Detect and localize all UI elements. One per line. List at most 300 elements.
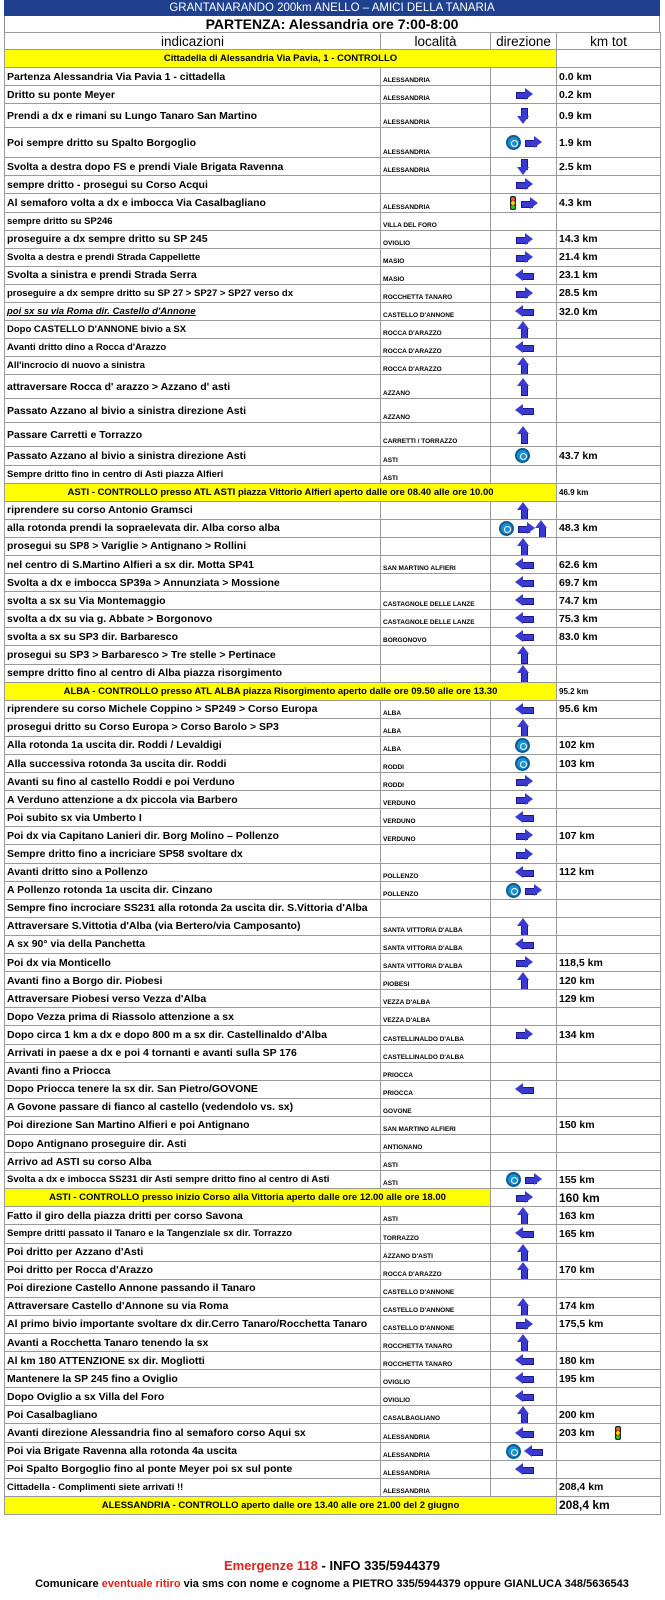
instruction-text: Svolta a sinistra e prendi Strada Serra — [5, 266, 381, 284]
arrow-up-icon — [517, 378, 530, 395]
km-total — [557, 1134, 661, 1152]
direction-cell — [491, 1098, 557, 1116]
instruction-text: Passato Azzano al bivio a sinistra direzione Asti — [5, 399, 381, 423]
direction-cell — [491, 1008, 557, 1026]
direction-cell — [491, 1134, 557, 1152]
arrow-left-icon — [515, 703, 533, 716]
instruction-text: Dopo CASTELLO D'ANNONE bivio a SX — [5, 321, 381, 339]
km-total — [557, 1008, 661, 1026]
direction-cell — [491, 1460, 557, 1478]
control-text: ASTI - CONTROLLO presso inizio Corso alla Vittoria aperto dalle ore 12.00 alle ore 18.00 — [5, 1189, 491, 1207]
location-text: CASALBAGLIANO — [381, 1406, 491, 1424]
direction-cell — [491, 1315, 557, 1333]
location-text: POLLENZO — [381, 863, 491, 881]
roundabout-icon — [506, 883, 521, 898]
instruction-text: A Govone passare di fianco al castello (vedendolo vs. sx) — [5, 1098, 381, 1116]
location-text — [381, 176, 491, 194]
km-total — [557, 899, 661, 917]
route-step-row — [5, 1207, 661, 1225]
arrow-left-icon — [515, 1372, 533, 1385]
location-text: ALESSANDRIA — [381, 1424, 491, 1442]
route-step-row — [5, 773, 661, 791]
instruction-text: nel centro di S.Martino Alfieri a sx dir. Motta SP41 — [5, 555, 381, 573]
instruction-text: Arrivo ad ASTI su corso Alba — [5, 1153, 381, 1171]
instruction-text: Svolta a dx e imbocca SS231 dir Asti sempre dritto fino al centro di Asti — [5, 1171, 381, 1189]
instruction-text: Sempre dritto fino in centro di Asti piazza Alfieri — [5, 465, 381, 483]
location-text: ROCCHETTA TANARO — [381, 1334, 491, 1352]
route-step-row — [5, 755, 661, 773]
direction-cell — [491, 718, 557, 736]
direction-cell — [491, 128, 557, 158]
km-total: 150 km — [557, 1116, 661, 1134]
km-total: 0.9 km — [557, 104, 661, 128]
location-text: BORGONOVO — [381, 628, 491, 646]
arrow-left-icon — [515, 1083, 533, 1096]
arrow-left-icon — [515, 404, 533, 417]
arrow-up-icon — [535, 520, 548, 537]
arrow-up-icon — [517, 426, 530, 443]
instruction-text: Dritto su ponte Meyer — [5, 86, 381, 104]
arrow-left-icon — [515, 938, 533, 951]
location-text — [381, 845, 491, 863]
km-total — [557, 375, 661, 399]
column-header-location: località — [381, 33, 491, 50]
instruction-text: Avanti su fino al castello Roddi e poi Verduno — [5, 773, 381, 791]
km-total — [557, 399, 661, 423]
km-total: 160 km — [557, 1189, 661, 1207]
arrow-left-icon — [515, 866, 533, 879]
roadbook-sheet — [4, 0, 660, 1600]
location-text: ALESSANDRIA — [381, 104, 491, 128]
direction-cell — [491, 423, 557, 447]
route-step-row — [5, 592, 661, 610]
instruction-text: Al km 180 ATTENZIONE sx dir. Mogliotti — [5, 1352, 381, 1370]
instruction-text: poi sx su via Roma dir. Castello d'Annone — [5, 303, 381, 321]
route-step-row — [5, 266, 661, 284]
location-text: PRIOCCA — [381, 1062, 491, 1080]
location-text: MASIO — [381, 266, 491, 284]
arrow-right-icon — [515, 287, 533, 300]
instruction-text: Poi sempre dritto su Spalto Borgoglio — [5, 128, 381, 158]
km-total — [557, 1388, 661, 1406]
arrow-left-icon — [524, 1445, 542, 1458]
route-step-row — [5, 1026, 661, 1044]
control-row — [5, 50, 661, 68]
route-step-row — [5, 1225, 661, 1243]
direction-cell — [491, 755, 557, 773]
location-text — [381, 664, 491, 682]
km-total — [557, 1442, 661, 1460]
km-total: 32.0 km — [557, 303, 661, 321]
instruction-text: sempre dritto fino al centro di Alba piazza risorgimento — [5, 664, 381, 682]
instruction-text: Poi direzione San Martino Alfieri e poi Antignano — [5, 1116, 381, 1134]
km-total: 62.6 km — [557, 555, 661, 573]
location-text: ALESSANDRIA — [381, 1442, 491, 1460]
direction-cell — [491, 284, 557, 302]
location-text: PIOBESI — [381, 972, 491, 990]
km-total — [557, 339, 661, 357]
arrow-left-icon — [515, 1354, 533, 1367]
route-step-row — [5, 990, 661, 1008]
instruction-text: Avanti a Rocchetta Tanaro tenendo la sx — [5, 1334, 381, 1352]
arrow-right-icon — [515, 233, 533, 246]
direction-cell — [491, 1044, 557, 1062]
instruction-text: Avanti direzione Alessandria fino al semaforo corso Aqui sx — [5, 1424, 381, 1442]
km-total — [557, 917, 661, 935]
km-total: 1.9 km — [557, 128, 661, 158]
route-step-row — [5, 845, 661, 863]
km-total — [557, 501, 661, 519]
km-total: 180 km — [557, 1352, 661, 1370]
control-text: ASTI - CONTROLLO presso ATL ASTI piazza Vittorio Alfieri aperto dalle ore 08.40 alle ore 10.00 — [5, 483, 557, 501]
direction-cell — [491, 1207, 557, 1225]
km-total — [557, 1460, 661, 1478]
route-step-row — [5, 1279, 661, 1297]
location-text: SANTA VITTORIA D'ALBA — [381, 917, 491, 935]
route-step-row — [5, 248, 661, 266]
departure-info: PARTENZA: Alessandria ore 7:00-8:00 — [4, 16, 660, 32]
route-step-row — [5, 1243, 661, 1261]
location-text: ROCCA D'ARAZZO — [381, 1261, 491, 1279]
km-total: 103 km — [557, 755, 661, 773]
direction-cell — [491, 773, 557, 791]
location-text: CASTELLO D'ANNONE — [381, 1297, 491, 1315]
arrow-down-icon — [517, 107, 530, 124]
arrow-right-icon — [524, 1173, 542, 1186]
arrow-up-icon — [517, 1334, 530, 1351]
instruction-text: svolta a sx su SP3 dir. Barbaresco — [5, 628, 381, 646]
retire-pre: Comunicare — [35, 1578, 102, 1590]
direction-cell — [491, 465, 557, 483]
km-total — [557, 465, 661, 483]
location-text: SANTA VITTORIA D'ALBA — [381, 935, 491, 953]
roundabout-icon — [499, 521, 514, 536]
route-step-row — [5, 447, 661, 465]
arrow-up-icon — [517, 538, 530, 555]
traffic-light-icon — [510, 196, 516, 210]
location-text: OVIGLIO — [381, 1370, 491, 1388]
instruction-text: riprendere su corso Antonio Gramsci — [5, 501, 381, 519]
direction-cell — [491, 1261, 557, 1279]
location-text: ALESSANDRIA — [381, 1460, 491, 1478]
direction-cell — [491, 230, 557, 248]
direction-cell — [491, 447, 557, 465]
instruction-text: Al primo bivio importante svoltare dx dir.Cerro Tanaro/Rocchetta Tanaro — [5, 1315, 381, 1333]
location-text — [381, 501, 491, 519]
route-step-row — [5, 537, 661, 555]
control-row — [5, 682, 661, 700]
route-step-row — [5, 1080, 661, 1098]
route-step-row — [5, 128, 661, 158]
km-total — [557, 212, 661, 230]
route-step-row — [5, 86, 661, 104]
location-text: GOVONE — [381, 1098, 491, 1116]
direction-cell — [491, 519, 557, 537]
direction-cell — [491, 881, 557, 899]
route-step-row — [5, 700, 661, 718]
instruction-text: Attraversare S.Vittotia d'Alba (via Bertero/via Camposanto) — [5, 917, 381, 935]
route-step-row — [5, 303, 661, 321]
arrow-left-icon — [515, 269, 533, 282]
route-step-row — [5, 339, 661, 357]
column-header-km: km tot — [557, 33, 661, 50]
direction-cell — [491, 1116, 557, 1134]
direction-cell — [491, 1424, 557, 1442]
location-text: ALESSANDRIA — [381, 86, 491, 104]
roundabout-icon — [515, 756, 530, 771]
route-step-row — [5, 791, 661, 809]
location-text: MASIO — [381, 248, 491, 266]
km-total — [557, 176, 661, 194]
route-step-row — [5, 423, 661, 447]
direction-cell — [491, 736, 557, 754]
route-step-row — [5, 321, 661, 339]
instruction-text: prosegui su SP3 > Barbaresco > Tre stelle > Pertinace — [5, 646, 381, 664]
location-text: ROCCA D'ARAZZO — [381, 339, 491, 357]
instruction-text: Partenza Alessandria Via Pavia 1 - cittadella — [5, 68, 381, 86]
location-text: CARRETTI / TORRAZZO — [381, 423, 491, 447]
instruction-text: Cittadella - Complimenti siete arrivati !! — [5, 1478, 381, 1496]
route-step-row — [5, 917, 661, 935]
location-text — [381, 537, 491, 555]
km-total: 107 km — [557, 827, 661, 845]
instruction-text: Alla rotonda 1a uscita dir. Roddi / Levaldigi — [5, 736, 381, 754]
control-text: ALESSANDRIA - CONTROLLO aperto dalle ore 13.40 alle ore 21.00 del 2 giugno — [5, 1496, 557, 1514]
km-total: 175,5 km — [557, 1315, 661, 1333]
direction-cell — [491, 1352, 557, 1370]
column-header-direction: direzione — [491, 33, 557, 50]
km-total: 2.5 km — [557, 158, 661, 176]
arrow-left-icon — [515, 558, 533, 571]
arrow-right-icon — [515, 1191, 533, 1204]
km-total: 4.3 km — [557, 194, 661, 212]
arrow-right-icon — [515, 178, 533, 191]
location-text: ROCCA D'ARAZZO — [381, 357, 491, 375]
arrow-left-icon — [515, 1427, 533, 1440]
arrow-up-icon — [517, 502, 530, 519]
direction-cell — [491, 357, 557, 375]
arrow-right-icon — [515, 829, 533, 842]
emergency-line — [4, 1558, 660, 1573]
traffic-light-icon — [615, 1426, 621, 1440]
km-total — [557, 537, 661, 555]
instruction-text: sempre dritto su SP246 — [5, 212, 381, 230]
arrow-up-icon — [517, 1207, 530, 1224]
direction-cell — [491, 104, 557, 128]
km-total — [557, 1243, 661, 1261]
instruction-text: Svolta a destra dopo FS e prendi Viale Brigata Ravenna — [5, 158, 381, 176]
direction-cell — [491, 555, 557, 573]
location-text: VEZZA D'ALBA — [381, 990, 491, 1008]
arrow-right-icon — [520, 197, 538, 210]
km-total: 75.3 km — [557, 610, 661, 628]
location-text: OVIGLIO — [381, 230, 491, 248]
route-step-row — [5, 1315, 661, 1333]
location-text: TORRAZZO — [381, 1225, 491, 1243]
instruction-text: Fatto il giro della piazza dritti per corso Savona — [5, 1207, 381, 1225]
route-step-row — [5, 1297, 661, 1315]
km-total: 195 km — [557, 1370, 661, 1388]
direction-cell — [491, 1189, 557, 1207]
km-total: 46.9 km — [557, 483, 661, 501]
arrow-left-icon — [515, 341, 533, 354]
instruction-text: svolta a sx su Via Montemaggio — [5, 592, 381, 610]
instruction-text: Svolta a dx e imbocca SP39a > Annunziata > Mossione — [5, 574, 381, 592]
location-text: ROCCA D'ARAZZO — [381, 321, 491, 339]
route-step-row — [5, 863, 661, 881]
km-total: 163 km — [557, 1207, 661, 1225]
instruction-text: Avanti fino a Priocca — [5, 1062, 381, 1080]
direction-cell — [491, 1370, 557, 1388]
route-step-row — [5, 519, 661, 537]
instruction-text: Arrivati in paese a dx e poi 4 tornanti e avanti sulla SP 176 — [5, 1044, 381, 1062]
location-text: ASTI — [381, 1153, 491, 1171]
arrow-down-icon — [517, 158, 530, 175]
instruction-text: Sempre dritto fino a incriciare SP58 svoltare dx — [5, 845, 381, 863]
arrow-right-icon — [515, 1318, 533, 1331]
route-step-row — [5, 881, 661, 899]
route-step-row — [5, 1153, 661, 1171]
location-text: OVIGLIO — [381, 1388, 491, 1406]
arrow-up-icon — [517, 1244, 530, 1261]
instruction-text: Avanti dritto sino a Pollenzo — [5, 863, 381, 881]
km-total: 21.4 km — [557, 248, 661, 266]
route-step-row — [5, 736, 661, 754]
route-step-row — [5, 1171, 661, 1189]
km-total — [557, 50, 661, 68]
km-total — [557, 791, 661, 809]
column-header-indications: indicazioni — [5, 33, 381, 50]
roundabout-icon — [506, 1444, 521, 1459]
route-step-row — [5, 555, 661, 573]
route-step-row — [5, 610, 661, 628]
km-total: 102 km — [557, 736, 661, 754]
km-total: 120 km — [557, 972, 661, 990]
direction-cell — [491, 1171, 557, 1189]
direction-cell — [491, 1478, 557, 1496]
direction-cell — [491, 899, 557, 917]
direction-cell — [491, 248, 557, 266]
instruction-text: Avanti dritto dino a Rocca d'Arazzo — [5, 339, 381, 357]
instruction-text: proseguire a dx sempre dritto su SP 245 — [5, 230, 381, 248]
location-text: ROCCHETTA TANARO — [381, 284, 491, 302]
direction-cell — [491, 1442, 557, 1460]
direction-cell — [491, 574, 557, 592]
direction-cell — [491, 1062, 557, 1080]
location-text: ALBA — [381, 736, 491, 754]
route-step-row — [5, 1261, 661, 1279]
route-step-row — [5, 158, 661, 176]
route-step-row — [5, 68, 661, 86]
route-step-row — [5, 284, 661, 302]
km-total — [557, 423, 661, 447]
location-text: CASTAGNOLE DELLE LANZE — [381, 610, 491, 628]
location-text: VEZZA D'ALBA — [381, 1008, 491, 1026]
instruction-text: All'incrocio di nuovo a sinistra — [5, 357, 381, 375]
location-text: ASTI — [381, 1171, 491, 1189]
arrow-left-icon — [515, 576, 533, 589]
instruction-text: riprendere su corso Michele Coppino > SP249 > Corso Europa — [5, 700, 381, 718]
control-row — [5, 483, 661, 501]
instruction-text: Sempre fino incrociare SS231 alla rotonda 2a uscita dir. S.Vittoria d'Alba — [5, 899, 381, 917]
instruction-text: alla rotonda prendi la sopraelevata dir. Alba corso alba — [5, 519, 381, 537]
location-text: VILLA DEL FORO — [381, 212, 491, 230]
location-text: ROCCHETTA TANARO — [381, 1352, 491, 1370]
route-step-row — [5, 1116, 661, 1134]
instruction-text: Poi Casalbagliano — [5, 1406, 381, 1424]
location-text: ALESSANDRIA — [381, 158, 491, 176]
instruction-text: prosegui su SP8 > Variglie > Antignano > Rollini — [5, 537, 381, 555]
retire-highlight: eventuale ritiro — [101, 1578, 181, 1590]
km-total: 43.7 km — [557, 447, 661, 465]
instruction-text: Poi dx via Monticello — [5, 954, 381, 972]
arrow-right-icon — [515, 251, 533, 264]
km-total — [557, 809, 661, 827]
km-total: 28.5 km — [557, 284, 661, 302]
route-step-row — [5, 664, 661, 682]
km-total: 83.0 km — [557, 628, 661, 646]
km-total: 134 km — [557, 1026, 661, 1044]
location-text: PRIOCCA — [381, 1080, 491, 1098]
route-step-row — [5, 212, 661, 230]
location-text: ALBA — [381, 718, 491, 736]
arrow-left-icon — [515, 305, 533, 318]
location-text: SAN MARTINO ALFIERI — [381, 1116, 491, 1134]
arrow-right-icon — [515, 848, 533, 861]
direction-cell — [491, 845, 557, 863]
direction-cell — [491, 917, 557, 935]
route-step-row — [5, 1352, 661, 1370]
location-text: VERDUNO — [381, 809, 491, 827]
km-total — [557, 1080, 661, 1098]
km-total — [557, 357, 661, 375]
location-text: ALBA — [381, 700, 491, 718]
instruction-text: A sx 90° via della Panchetta — [5, 935, 381, 953]
direction-cell — [491, 935, 557, 953]
arrow-up-icon — [517, 972, 530, 989]
km-total: 0.2 km — [557, 86, 661, 104]
arrow-right-icon — [515, 793, 533, 806]
column-header-row — [5, 33, 661, 50]
location-text: AZZANO D'ASTI — [381, 1243, 491, 1261]
km-total: 95.6 km — [557, 700, 661, 718]
arrow-up-icon — [517, 918, 530, 935]
instruction-text: Prendi a dx e rimani su Lungo Tanaro San Martino — [5, 104, 381, 128]
km-total: 0.0 km — [557, 68, 661, 86]
control-text: ALBA - CONTROLLO presso ATL ALBA piazza Risorgimento aperto dalle ore 09.50 alle ore 13.30 — [5, 682, 557, 700]
location-text: CASTAGNOLE DELLE LANZE — [381, 592, 491, 610]
instruction-text: Poi dritto per Rocca d'Arazzo — [5, 1261, 381, 1279]
location-text: RODDI — [381, 773, 491, 791]
km-total — [557, 321, 661, 339]
instruction-text: Svolta a destra e prendi Strada Cappellette — [5, 248, 381, 266]
instruction-text: Attraversare Piobesi verso Vezza d'Alba — [5, 990, 381, 1008]
location-text: ASTI — [381, 465, 491, 483]
instruction-text: sempre dritto - prosegui su Corso Acqui — [5, 176, 381, 194]
instruction-text: prosegui dritto su Corso Europa > Corso Barolo > SP3 — [5, 718, 381, 736]
arrow-up-icon — [517, 1262, 530, 1279]
instruction-text: Dopo Vezza prima di Riassolo attenzione a sx — [5, 1008, 381, 1026]
km-total: 48.3 km — [557, 519, 661, 537]
route-step-row — [5, 1044, 661, 1062]
km-total — [557, 935, 661, 953]
direction-cell — [491, 827, 557, 845]
emergency-number: Emergenze 118 — [223, 1558, 318, 1573]
arrow-right-icon — [515, 88, 533, 101]
route-step-row — [5, 809, 661, 827]
roundabout-icon — [515, 738, 530, 753]
instruction-text: Poi dx via Capitano Lanieri dir. Borg Molino – Pollenzo — [5, 827, 381, 845]
